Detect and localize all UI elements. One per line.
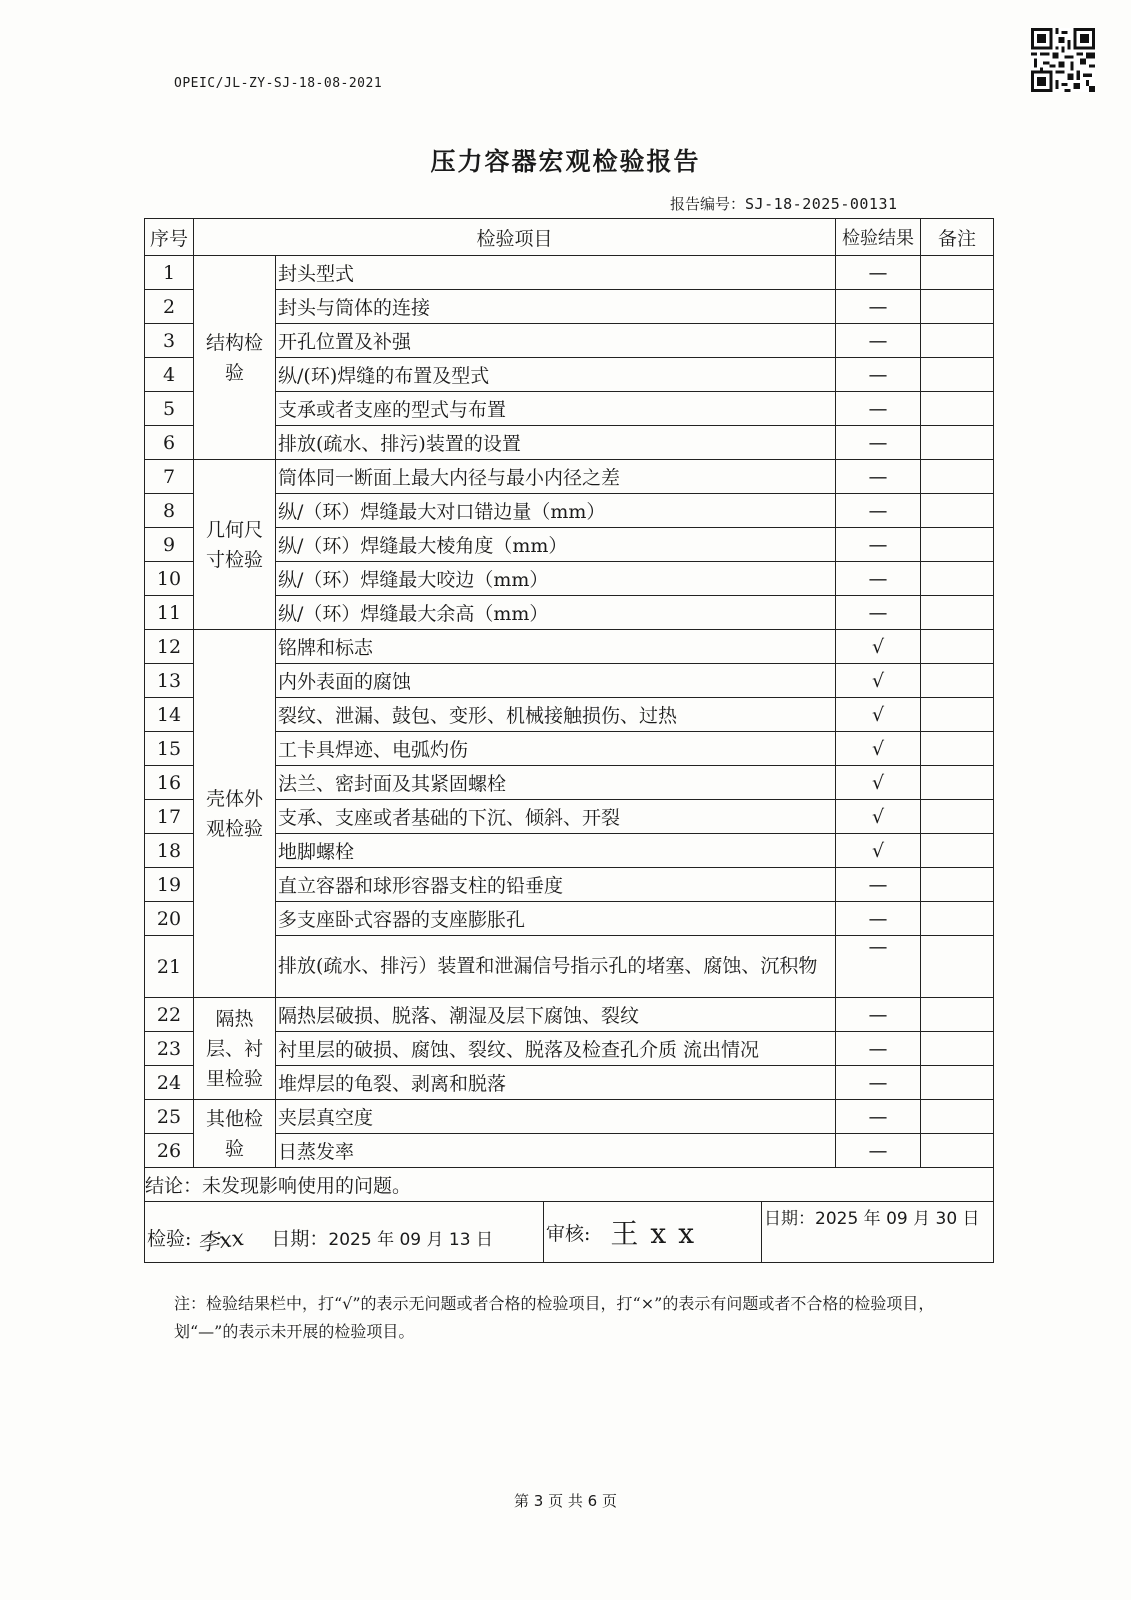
page-title: 压力容器宏观检验报告 [430, 147, 701, 176]
inspection-remark [921, 998, 994, 1032]
inspection-remark [921, 494, 994, 528]
inspection-remark [921, 392, 994, 426]
inspection-item: 封头型式 [276, 256, 836, 290]
page-number: 第 3 页 共 6 页 [514, 1492, 617, 1510]
row-number: 24 [145, 1066, 194, 1100]
conclusion-text: 结论：未发现影响使用的问题。 [145, 1168, 994, 1202]
inspection-result: — [836, 392, 921, 426]
inspection-item: 工卡具焊迹、电弧灼伤 [276, 732, 836, 766]
inspection-remark [921, 562, 994, 596]
inspection-result: — [836, 256, 921, 290]
inspection-result: — [836, 998, 921, 1032]
inspection-remark [921, 528, 994, 562]
row-number: 15 [145, 732, 194, 766]
row-number: 22 [145, 998, 194, 1032]
inspection-remark [921, 1134, 994, 1168]
inspection-remark [921, 800, 994, 834]
inspection-remark [921, 256, 994, 290]
inspection-remark [921, 596, 994, 630]
inspection-item: 排放(疏水、排污)装置的设置 [276, 426, 836, 460]
row-number: 19 [145, 868, 194, 902]
inspector-signature-text: 李xx [196, 1225, 247, 1258]
reviewer-block [544, 1202, 762, 1262]
inspect-date: 2025 年 09 月 13 日 [328, 1230, 493, 1250]
inspection-result: √ [836, 698, 921, 732]
inspection-remark [921, 902, 994, 936]
inspection-item: 纵/(环)焊缝的布置及型式 [276, 358, 836, 392]
inspection-item: 封头与筒体的连接 [276, 290, 836, 324]
inspection-item: 法兰、密封面及其紧固螺栓 [276, 766, 836, 800]
row-number: 2 [145, 290, 194, 324]
inspection-item: 地脚螺栓 [276, 834, 836, 868]
inspection-item: 直立容器和球形容器支柱的铅垂度 [276, 868, 836, 902]
inspector-signature [191, 1220, 271, 1260]
row-number: 23 [145, 1032, 194, 1066]
inspection-table [144, 218, 994, 1263]
inspection-item: 日蒸发率 [276, 1134, 836, 1168]
inspection-item: 裂纹、泄漏、鼓包、变形、机械接触损伤、过热 [276, 698, 836, 732]
inspection-result: — [836, 562, 921, 596]
inspection-item: 夹层真空度 [276, 1100, 836, 1134]
reviewer-signature [590, 1210, 710, 1260]
inspection-remark [921, 664, 994, 698]
inspection-remark [921, 426, 994, 460]
row-number: 9 [145, 528, 194, 562]
inspection-result: — [836, 1134, 921, 1168]
row-number: 7 [145, 460, 194, 494]
inspection-item: 堆焊层的龟裂、剥离和脱落 [276, 1066, 836, 1100]
inspection-remark [921, 766, 994, 800]
table-row [145, 998, 994, 1032]
inspection-result: — [836, 528, 921, 562]
signature-row [145, 1202, 994, 1263]
inspection-item: 纵/（环）焊缝最大棱角度（mm） [276, 528, 836, 562]
category-appearance: 壳体外观检验 [194, 630, 276, 998]
inspection-result: — [836, 324, 921, 358]
inspection-result: — [836, 426, 921, 460]
inspection-remark [921, 732, 994, 766]
inspection-result: √ [836, 630, 921, 664]
inspection-remark [921, 324, 994, 358]
row-number: 26 [145, 1134, 194, 1168]
inspection-result: — [836, 902, 921, 936]
reviewer-signature-text: 王xx [610, 1217, 706, 1250]
inspection-result: — [836, 494, 921, 528]
row-number: 17 [145, 800, 194, 834]
row-number: 4 [145, 358, 194, 392]
signature-cell [145, 1202, 994, 1263]
table-row [145, 630, 994, 664]
review-date: 2025 年 09 月 30 日 [815, 1209, 980, 1229]
footnote: 注：检验结果栏中，打“√”的表示无问题或者合格的检验项目，打“×”的表示有问题或者不合格的检验项目，划“—”的表示未开展的检验项目。 [174, 1294, 935, 1341]
inspection-remark [921, 868, 994, 902]
inspection-result: √ [836, 800, 921, 834]
table-row [145, 460, 994, 494]
row-number: 14 [145, 698, 194, 732]
inspection-remark [921, 358, 994, 392]
row-number: 25 [145, 1100, 194, 1134]
row-number: 18 [145, 834, 194, 868]
row-number: 11 [145, 596, 194, 630]
inspection-item: 内外表面的腐蚀 [276, 664, 836, 698]
inspection-result: — [836, 460, 921, 494]
document-code: OPEIC/JL-ZY-SJ-18-08-2021 [174, 76, 383, 91]
inspection-item: 纵/（环）焊缝最大咬边（mm） [276, 562, 836, 596]
inspection-item: 筒体同一断面上最大内径与最小内径之差 [276, 460, 836, 494]
inspector-block [145, 1202, 544, 1262]
inspection-result: √ [836, 664, 921, 698]
inspection-item: 支承或者支座的型式与布置 [276, 392, 836, 426]
inspection-result: — [836, 936, 921, 998]
inspection-result: — [836, 290, 921, 324]
inspection-remark [921, 936, 994, 998]
inspection-result: — [836, 1066, 921, 1100]
inspection-remark [921, 834, 994, 868]
row-number: 12 [145, 630, 194, 664]
category-geometry: 几何尺寸检验 [194, 460, 276, 630]
inspect-date-label: 日期： [271, 1228, 329, 1250]
inspection-remark [921, 630, 994, 664]
inspection-item: 开孔位置及补强 [276, 324, 836, 358]
review-date-label: 日期： [764, 1209, 815, 1229]
inspection-remark [921, 460, 994, 494]
row-number: 16 [145, 766, 194, 800]
row-number: 6 [145, 426, 194, 460]
inspection-item: 支承、支座或者基础的下沉、倾斜、开裂 [276, 800, 836, 834]
header-no: 序号 [145, 219, 194, 256]
header-remark: 备注 [921, 219, 994, 256]
inspection-result: — [836, 1100, 921, 1134]
inspection-remark [921, 1066, 994, 1100]
review-date-block [762, 1202, 994, 1262]
conclusion-row [145, 1168, 994, 1202]
report-number-label: 报告编号： [670, 195, 746, 213]
inspection-remark [921, 1032, 994, 1066]
row-number: 20 [145, 902, 194, 936]
row-number: 8 [145, 494, 194, 528]
report-number [670, 193, 898, 214]
header-item: 检验项目 [194, 219, 836, 256]
report-number-value: SJ-18-2025-00131 [745, 195, 898, 213]
inspection-item: 多支座卧式容器的支座膨胀孔 [276, 902, 836, 936]
inspection-item: 衬里层的破损、腐蚀、裂纹、脱落及检查孔介质 流出情况 [276, 1032, 836, 1066]
inspector-label: 检验: [147, 1228, 192, 1250]
qr-code-icon [1030, 28, 1096, 92]
inspection-item: 铭牌和标志 [276, 630, 836, 664]
table-row [145, 256, 994, 290]
header-result: 检验结果 [836, 219, 921, 256]
inspection-remark [921, 1100, 994, 1134]
row-number: 5 [145, 392, 194, 426]
inspection-remark [921, 698, 994, 732]
row-number: 21 [145, 936, 194, 998]
row-number: 3 [145, 324, 194, 358]
inspection-item: 纵/（环）焊缝最大对口错边量（mm） [276, 494, 836, 528]
inspection-result: √ [836, 766, 921, 800]
inspection-item: 排放(疏水、排污）装置和泄漏信号指示孔的堵塞、腐蚀、沉积物 [276, 936, 836, 998]
category-insulation: 隔热层、衬里检验 [194, 998, 276, 1100]
inspection-result: — [836, 596, 921, 630]
signature-table [145, 1202, 993, 1262]
row-number: 13 [145, 664, 194, 698]
inspection-result: — [836, 358, 921, 392]
inspection-item: 纵/（环）焊缝最大余高（mm） [276, 596, 836, 630]
category-structure: 结构检验 [194, 256, 276, 460]
row-number: 1 [145, 256, 194, 290]
inspection-remark [921, 290, 994, 324]
inspection-result: √ [836, 732, 921, 766]
inspection-result: √ [836, 834, 921, 868]
table-header-row [145, 219, 994, 256]
reviewer-label: 审核: [546, 1223, 591, 1245]
inspection-result: — [836, 868, 921, 902]
inspection-item: 隔热层破损、脱落、潮湿及层下腐蚀、裂纹 [276, 998, 836, 1032]
row-number: 10 [145, 562, 194, 596]
table-row [145, 1100, 994, 1134]
category-other: 其他检验 [194, 1100, 276, 1168]
inspection-result: — [836, 1032, 921, 1066]
